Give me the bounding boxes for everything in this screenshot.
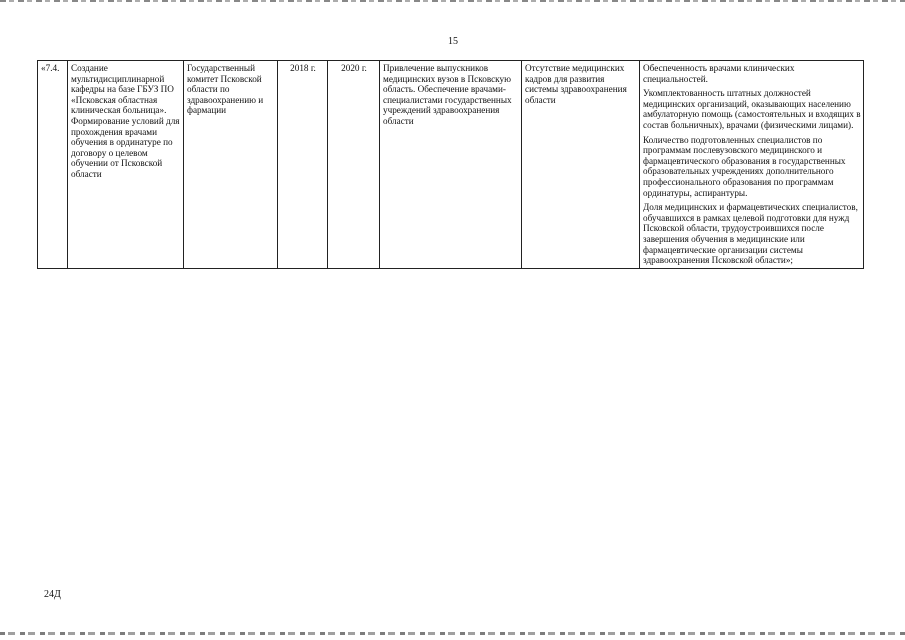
measure-name-cell: Создание мультидисциплинарной кафедры на базе ГБУЗ ПО «Псковская областная клиническая больница». Формирование условий для прохождения врачами обучения в ординатуре по договору о целевом обучении от Псковской области (68, 61, 184, 269)
start-year-cell: 2018 г. (278, 61, 328, 269)
expected-result-cell: Привлечение выпускников медицинских вузов в Псковскую область. Обеспечение врачами-специалистами государственных учреждений здравоохранения области (380, 61, 522, 269)
table-row (38, 61, 864, 269)
executor-cell: Государственный комитет Псковской области по здравоохранению и фармации (184, 61, 278, 269)
document-code: 24Д (44, 589, 61, 600)
end-year-cell: 2020 г. (328, 61, 380, 269)
indicators-cell (640, 61, 864, 269)
consequences-cell: Отсутствие медицинских кадров для развития системы здравоохранения области (522, 61, 640, 269)
scan-edge-bottom (0, 632, 905, 635)
page-number: 15 (448, 36, 458, 47)
measures-table (37, 60, 864, 269)
scan-edge-top (0, 0, 905, 2)
indicator-item: Доля медицинских и фармацевтических специалистов, обучавшихся в рамках целевой подготовки для нужд Псковской области, трудоустроившихся после завершения обучения в медицинские или фармацевтические организации системы здравоохранения Псковской области»; (643, 202, 858, 266)
indicator-item: Количество подготовленных специалистов по программам послевузовского медицинского и фармацевтического образования в государственных образовательных учреждениях дополнительного профессионального образования по программам ординатуры, аспирантуры. (643, 134, 846, 198)
measure-number-cell: «7.4. (38, 61, 68, 269)
indicator-item: Укомплектованность штатных должностей медицинских организаций, оказывающих населению амбулаторную помощь (самостоятельных и входящих в состав больничных), врачами (физическими лицами). (643, 88, 861, 130)
indicator-item: Обеспеченность врачами клинических специальностей. (643, 63, 795, 84)
